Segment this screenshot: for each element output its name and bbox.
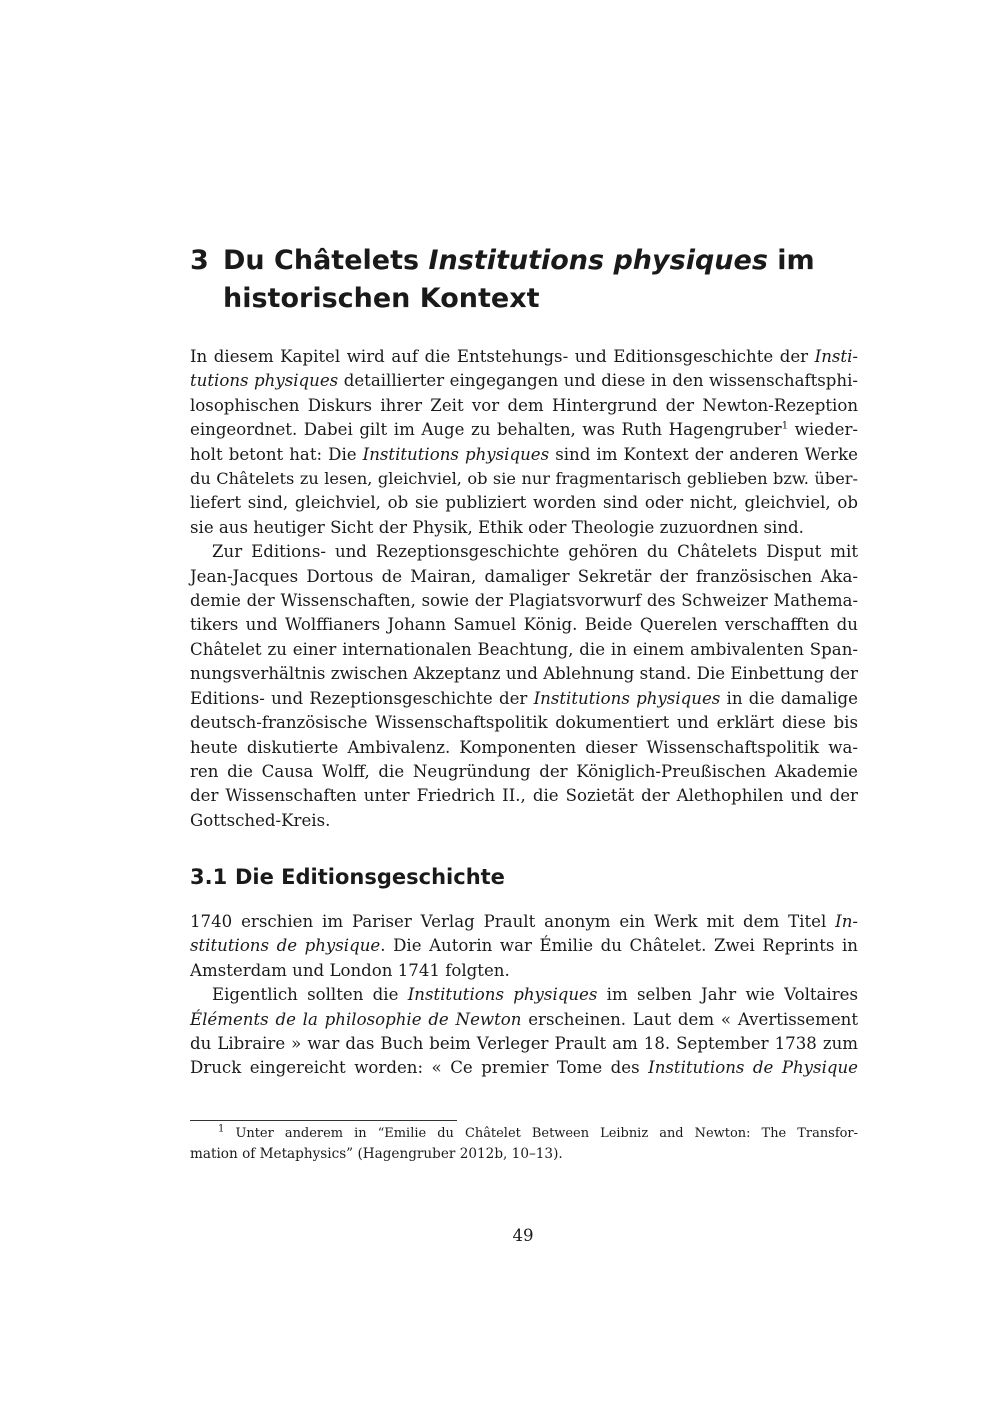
footnote-line: $^1$ Unter anderem in “Emilie du Châtelet Between Leibniz and Newton: The Transfor- xyxy=(218,1123,858,1141)
text-line: In diesem Kapitel wird auf die Entstehungs- und Editionsgeschichte der Insti- xyxy=(190,347,858,366)
text-line: Gottsched-Kreis. xyxy=(190,810,331,830)
text-line: du Châtelets zu lesen, gleichviel, ob sie nur fragmentarisch geblieben bzw. über- xyxy=(190,469,858,489)
page-number: 49 xyxy=(512,1226,534,1245)
text-line: nungsverhältnis zwischen Akzeptanz und Ablehnung stand. Die Einbettung der xyxy=(190,664,858,684)
text-line: Éléments de la philosophie de Newton erscheinen. Laut dem « Avertissement xyxy=(190,1009,858,1029)
text-line: Eigentlich sollten die Institutions physiques im selben Jahr wie Voltaires xyxy=(212,985,859,1005)
chapter-title xyxy=(190,242,830,318)
chapter-number: 3 xyxy=(190,245,209,276)
text-line: heute diskutierte Ambivalenz. Komponenten dieser Wissenschaftspolitik wa- xyxy=(190,737,858,757)
paragraph-3 xyxy=(190,910,858,983)
text-line: holt betont hat: Die Institutions physiques sind im Kontext der anderen Werke xyxy=(190,444,858,464)
footnote-line: mation of Metaphysics” (Hagengruber 2012b, 10–13). xyxy=(190,1146,563,1162)
footnote-divider xyxy=(190,1120,457,1121)
text-line: liefert sind, gleichviel, ob sie publiziert worden sind oder nicht, gleichviel, ob xyxy=(190,493,858,513)
footnote-marker[interactable]: 1 xyxy=(781,420,789,432)
text-line: du Libraire » war das Buch beim Verleger Prault am 18. September 1738 zum xyxy=(190,1034,858,1054)
text-line: demie der Wissenschaften, sowie der Plagiatsvorwurf des Schweizer Mathema- xyxy=(190,591,858,611)
footnote xyxy=(190,1124,858,1164)
text-line: Jean-Jacques Dortous de Mairan, damaliger Sekretär der französischen Aka- xyxy=(190,566,858,586)
section-text xyxy=(190,910,858,1081)
text-line: Druck eingereicht worden: « Ce premier Tome des Institutions de Physique xyxy=(190,1058,858,1078)
text-line: losophischen Diskurs ihrer Zeit vor dem Hintergrund der Newton-Rezeption xyxy=(190,395,858,415)
text-line: ren die Causa Wolff, die Neugründung der Königlich-Preußischen Akademie xyxy=(190,761,858,781)
intro-text xyxy=(190,345,858,833)
chapter-title-text: Du Châtelets Institutions physiques im historischen Kontext xyxy=(223,245,815,314)
text-line: Editions- und Rezeptionsgeschichte der Institutions physiques in die damalige xyxy=(190,688,858,708)
paragraph-2 xyxy=(190,540,858,833)
section-number: 3.1 xyxy=(190,865,228,889)
text-line: Amsterdam und London 1741 folgten. xyxy=(190,960,510,980)
text-line: sie aus heutiger Sicht der Physik, Ethik oder Theologie zuzuordnen sind. xyxy=(190,517,804,537)
paragraph-4 xyxy=(190,983,858,1081)
text-line: stitutions de physique. Die Autorin war Émilie du Châtelet. Zwei Reprints in xyxy=(190,936,858,956)
text-line: tikers und Wolffianers Johann Samuel König. Beide Querelen verschafften du xyxy=(190,615,858,635)
paragraph-1 xyxy=(190,345,858,540)
text-line: Châtelet zu einer internationalen Beachtung, die in einem ambivalenten Span- xyxy=(190,639,858,659)
text-line: Zur Editions- und Rezeptionsgeschichte gehören du Châtelets Disput mit xyxy=(212,542,858,562)
text-line: tutions physiques detaillierter eingegangen und diese in den wissenschaftsphi- xyxy=(190,371,859,391)
text-line: 1740 erschien im Pariser Verlag Prault anonym ein Werk mit dem Titel In- xyxy=(190,912,858,931)
section-title-text: Die Editionsgeschichte xyxy=(235,865,505,889)
text-line: deutsch-französische Wissenschaftspolitik dokumentiert und erklärt diese bis xyxy=(190,713,858,733)
section-title xyxy=(190,862,505,892)
footnote-mark: 1 xyxy=(218,1123,225,1135)
text-line: der Wissenschaften unter Friedrich II., die Sozietät der Alethophilen und der xyxy=(190,786,858,806)
text-line: eingeordnet. Dabei gilt im Auge zu behalten, was Ruth Hagengruber$^1$ wieder- xyxy=(190,420,858,440)
